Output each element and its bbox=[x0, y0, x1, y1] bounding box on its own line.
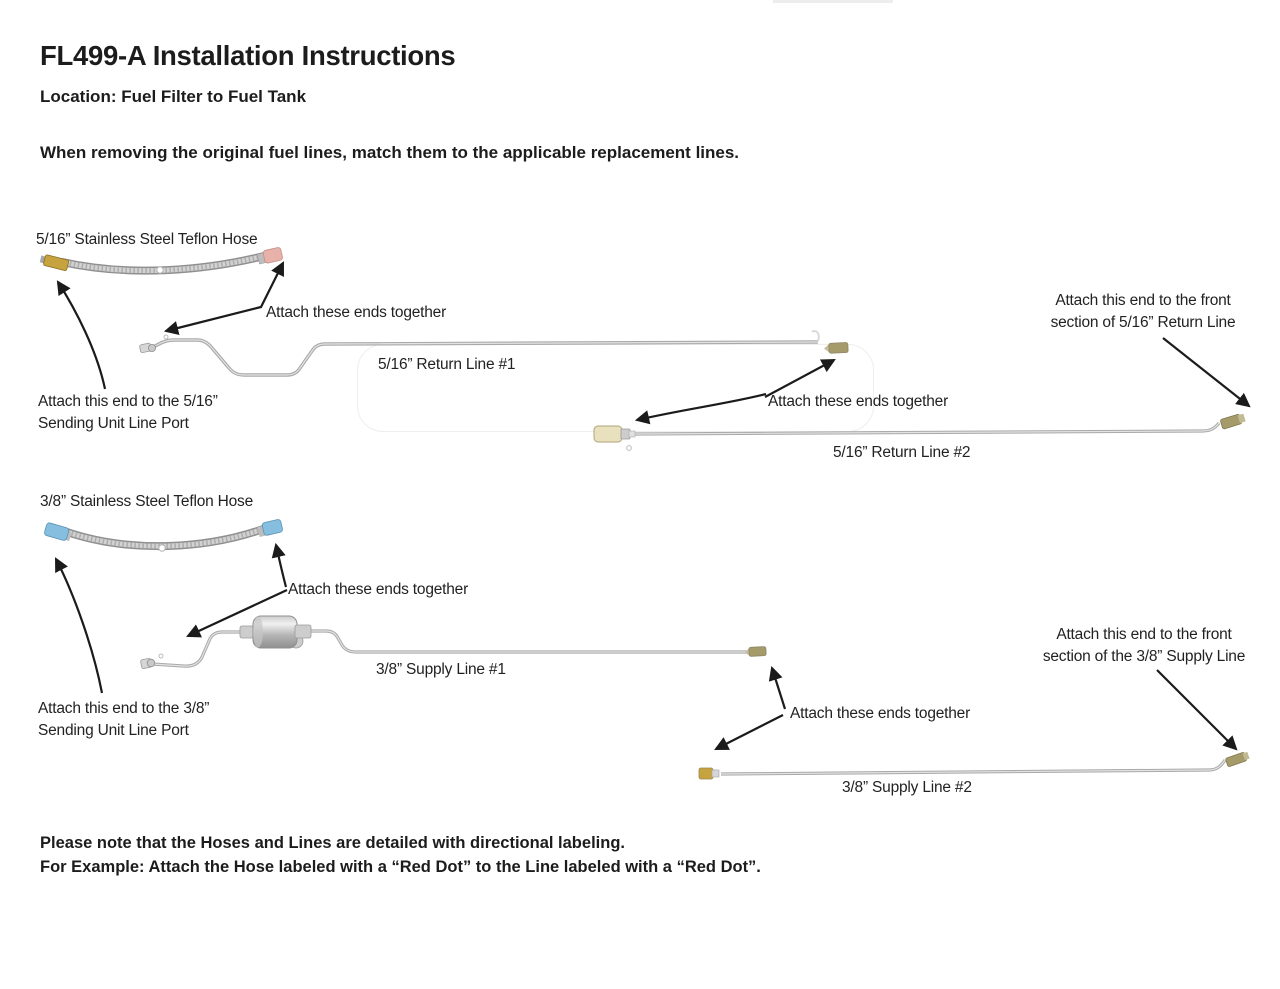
arrow-sending-to-hose-516 bbox=[58, 282, 105, 389]
arrow-mid-to-line2-516 bbox=[637, 394, 766, 420]
hose-label-516: 5/16” Stainless Steel Teflon Hose bbox=[36, 231, 258, 248]
arrow-attach-ends-top-516 bbox=[166, 263, 283, 331]
sending-note-516-line2: Sending Unit Line Port bbox=[38, 415, 189, 432]
teflon-hose-38-graphic bbox=[44, 519, 283, 551]
arrow-attach-to-hose-38 bbox=[276, 545, 286, 587]
line-end-fitting bbox=[1220, 413, 1246, 430]
line1-label-38: 3/8” Supply Line #1 bbox=[376, 661, 506, 678]
line-end-fitting bbox=[745, 647, 766, 657]
hose-joint bbox=[157, 267, 163, 273]
front-note-516-line1: Attach this end to the front bbox=[1055, 292, 1231, 309]
arrow-sending-to-hose-38 bbox=[56, 559, 102, 693]
red-dot-fitting bbox=[257, 247, 283, 265]
attach-ends-mid-38: Attach these ends together bbox=[790, 705, 971, 722]
line-end-fitting bbox=[824, 342, 848, 353]
cream-fitting bbox=[594, 426, 635, 442]
return-line-1-graphic bbox=[139, 331, 848, 375]
arrow-mid-to-line2-38 bbox=[716, 715, 783, 749]
arrow-front-note-38 bbox=[1157, 670, 1236, 749]
hose-joint bbox=[159, 545, 165, 551]
attach-ends-top-516: Attach these ends together bbox=[266, 304, 447, 321]
front-note-516-line2: section of 5/16” Return Line bbox=[1050, 314, 1236, 331]
front-note-38-line2: section of the 3/8” Supply Line bbox=[1042, 648, 1246, 665]
supply-line-1-graphic bbox=[140, 616, 766, 669]
brass-fitting bbox=[699, 768, 719, 779]
line1-label-516: 5/16” Return Line #1 bbox=[378, 356, 516, 373]
front-note-38-line1: Attach this end to the front bbox=[1056, 626, 1232, 643]
sending-note-38-line1: Attach this end to the 3/8” bbox=[38, 700, 210, 717]
footer-note-1: Please note that the Hoses and Lines are detailed with directional labeling. bbox=[40, 834, 625, 852]
arrow-front-note-516 bbox=[1163, 338, 1249, 406]
stainless-hose-516-graphic bbox=[39, 247, 283, 273]
annotation-arrows bbox=[56, 263, 1249, 749]
supply-line-2-graphic bbox=[699, 751, 1250, 779]
arrow-mid-to-line1-516 bbox=[765, 360, 834, 397]
line2-label-516: 5/16” Return Line #2 bbox=[833, 444, 971, 461]
sending-note-516-line1: Attach this end to the 5/16” bbox=[38, 393, 218, 410]
page-location: Location: Fuel Filter to Fuel Tank bbox=[40, 87, 307, 106]
attach-ends-mid-516: Attach these ends together bbox=[768, 393, 949, 410]
fuel-filter bbox=[240, 616, 311, 648]
attach-ends-top-38: Attach these ends together bbox=[288, 581, 469, 598]
intro-text: When removing the original fuel lines, match them to the applicable replacement lines. bbox=[40, 143, 740, 162]
brass-fitting bbox=[39, 254, 69, 271]
blue-dot-fitting bbox=[257, 519, 283, 537]
page-title: FL499-A Installation Instructions bbox=[40, 40, 456, 71]
return-line-2-graphic bbox=[594, 413, 1246, 451]
line2-label-38: 3/8” Supply Line #2 bbox=[842, 779, 972, 796]
arrow-mid-to-line1-38 bbox=[772, 668, 785, 709]
line-end-fitting bbox=[1225, 751, 1250, 767]
blue-dot-fitting bbox=[44, 522, 73, 542]
hose-label-38: 3/8” Stainless Steel Teflon Hose bbox=[40, 493, 254, 510]
sending-note-38-line2: Sending Unit Line Port bbox=[38, 722, 189, 739]
footer-note-2: For Example: Attach the Hose labeled with a “Red Dot” to the Line labeled with a “Red Dot”. bbox=[40, 858, 761, 876]
